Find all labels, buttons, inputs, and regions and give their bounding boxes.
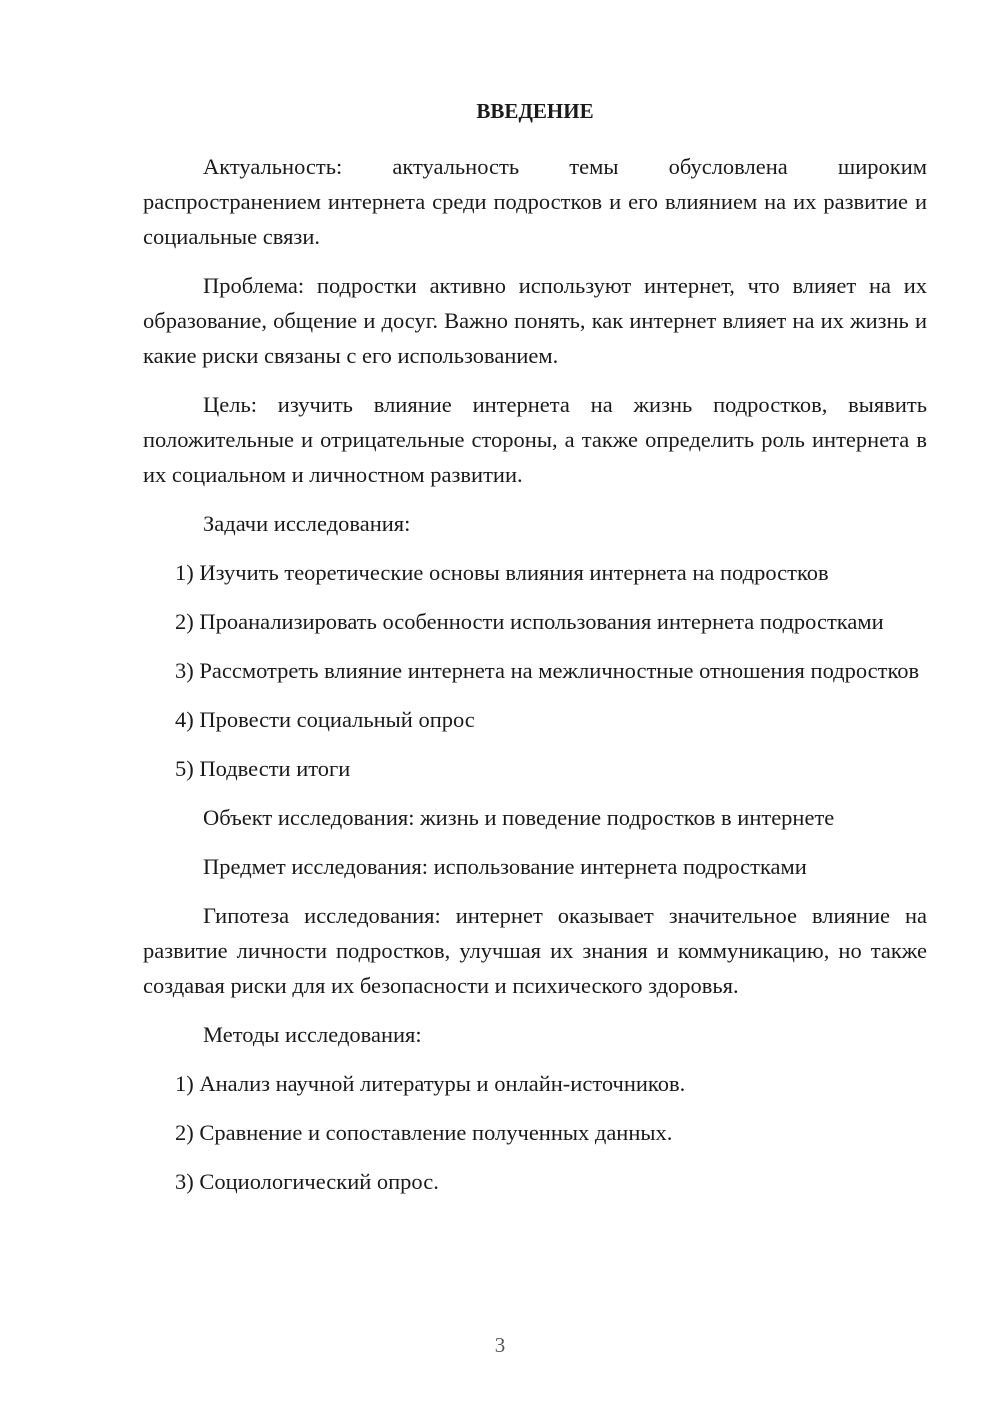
list-item-task-1: 1) Изучить теоретические основы влияния интернета на подростков — [175, 560, 829, 585]
paragraph-relevance: Актуальность: актуальность темы обусловлена широким распространением интернета среди подростков и его влиянием на их развитие и социальные связи. — [143, 154, 927, 249]
paragraph-hypothesis: Гипотеза исследования: интернет оказывает значительное влияние на развитие личности подростков, улучшая их знания и коммуникацию, но также создавая риски для их безопасности и психического здоровья. — [143, 903, 927, 998]
paragraph-problem: Проблема: подростки активно используют интернет, что влияет на их образование, общение и досуг. Важно понять, как интернет влияет на их жизнь и какие риски связаны с его использованием. — [143, 273, 927, 368]
paragraph-methods-heading: Методы исследования: — [203, 1022, 422, 1047]
paragraph-object: Объект исследования: жизнь и поведение подростков в интернете — [203, 805, 835, 830]
page-number: 3 — [494, 1333, 506, 1357]
paragraph-goal: Цель: изучить влияние интернета на жизнь подростков, выявить положительные и отрицательные стороны, а также определить роль интернета в их социальном и личностном развитии. — [143, 392, 927, 487]
list-item-method-3: 3) Социологический опрос. — [175, 1169, 439, 1194]
list-item-task-4: 4) Провести социальный опрос — [175, 707, 475, 732]
list-item-method-1: 1) Анализ научной литературы и онлайн-источников. — [175, 1071, 686, 1096]
paragraph-subject: Предмет исследования: использование интернета подростками — [203, 854, 807, 879]
paragraph-tasks-heading: Задачи исследования: — [203, 511, 411, 536]
list-item-task-3: 3) Рассмотреть влияние интернета на межличностные отношения подростков — [175, 658, 920, 683]
list-item-task-5: 5) Подвести итоги — [175, 756, 351, 781]
list-item-task-2: 2) Проанализировать особенности использования интернета подростками — [175, 609, 884, 634]
list-item-method-2: 2) Сравнение и сопоставление полученных данных. — [175, 1120, 673, 1145]
section-heading: ВВЕДЕНИЕ — [476, 99, 594, 123]
document-page — [143, 94, 927, 1213]
